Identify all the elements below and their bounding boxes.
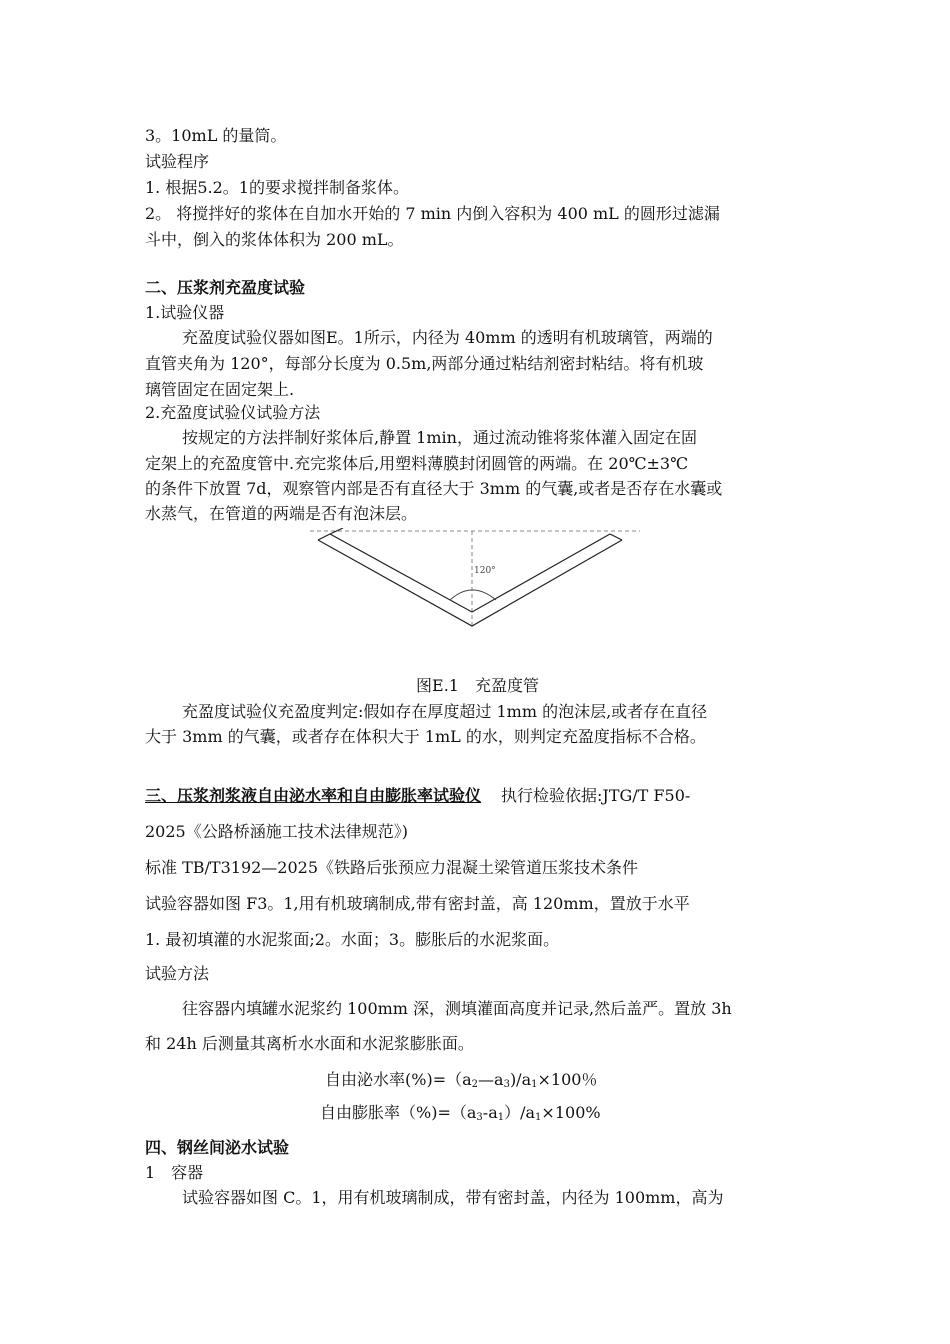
text-line: 按规定的方法拌制好浆体后,静置 1min，通过流动锥将浆体灌入固定在固	[182, 428, 697, 447]
text-line: 直管夹角为 120°，每部分长度为 0.5m,两部分通过粘结剂密封粘结。将有机玻	[145, 354, 704, 373]
text-line: 往容器内填罐水泥浆约 100mm 深，测填灌面高度并记录,然后盖严。置放 3h	[182, 999, 732, 1018]
text-line: 大于 3mm 的气囊，或者存在体积大于 1mL 的水，则判定充盈度指标不合格。	[145, 727, 706, 746]
text-line: 2.充盈度试验仪试验方法	[145, 403, 321, 422]
tube-left-cap	[318, 534, 330, 540]
text-line: 璃管固定在固定架上.	[145, 380, 295, 399]
text-line: 1.试验仪器	[145, 303, 225, 322]
tube-right-cap	[610, 534, 622, 540]
formula-expansion-rate: 自由膨胀率$(\%)=(a_3-a_1)/a_1\times 100\%$	[320, 1103, 601, 1123]
section-heading-3: 三、压浆剂浆液自由泌水率和自由膨胀率试验仪	[145, 786, 482, 805]
basis-text: 执行检验依据:JTG/T F50-	[501, 786, 691, 805]
text-line: 和 24h 后测量其离析水水面和水泥浆膨胀面。	[145, 1034, 474, 1053]
heading-test-method: 试验方法	[145, 964, 210, 983]
formula-bleeding-rate: 自由泌水率$(\%)=(a_2—a_3)/a_1\times 100$％	[325, 1070, 598, 1090]
figure-caption: 图E.1 充盈度管	[416, 676, 539, 695]
text-line: 的条件下放置 7d，观察管内部是否有直径大于 3mm 的气囊,或者是否存在水囊或	[145, 479, 723, 498]
text-line: 水蒸气，在管道的两端是否有泡沫层。	[145, 504, 418, 523]
text-line: 斗中，倒入的浆体体积为 200 mL。	[145, 230, 404, 249]
text-line: 试验容器如图 C。1，用有机玻璃制成，带有密封盖，内径为 100mm，高为	[182, 1188, 724, 1207]
text-line: 3。10mL 的量筒。	[145, 126, 287, 145]
text-line: 2。 将搅拌好的浆体在自加水开始的 7 min 内倒入容积为 400 mL 的圆形过滤漏	[145, 204, 720, 223]
section-heading-3-line	[145, 784, 810, 807]
text-line: 1 容器	[145, 1163, 204, 1182]
tube-inner-wall	[330, 534, 610, 612]
text-line: 充盈度试验仪充盈度判定:假如存在厚度超过 1mm 的泡沫层,或者存在直径	[182, 702, 708, 721]
text-line: 1. 根据5.2。1的要求搅拌制备浆体。	[145, 178, 409, 197]
section-heading-4: 四、钢丝间泌水试验	[145, 1138, 290, 1157]
text-line: 1. 最初填灌的水泥浆面;2。水面；3。膨胀后的水泥浆面。	[145, 930, 560, 949]
text-line: 2025《公路桥涵施工技术法律规范》)	[145, 822, 408, 841]
angle-label: 120°	[474, 566, 496, 576]
v-tube-figure	[310, 528, 640, 634]
text-line: 定架上的充盈度管中.充完浆体后,用塑料薄膜封闭圆管的两端。在 20℃±3℃	[145, 454, 689, 473]
section-heading-2: 二、压浆剂充盈度试验	[145, 278, 306, 297]
heading-test-procedure: 试验程序	[145, 152, 210, 171]
text-line: 标准 TB/T3192—2025《铁路后张预应力混凝土梁管道压浆技术条件	[145, 858, 639, 877]
text-line: 试验容器如图 F3。1,用有机玻璃制成,带有密封盖，高 120mm，置放于水平	[145, 894, 690, 913]
angle-arc	[450, 590, 496, 600]
text-line: 充盈度试验仪器如图E。1所示，内径为 40mm 的透明有机玻璃管，两端的	[182, 328, 713, 347]
